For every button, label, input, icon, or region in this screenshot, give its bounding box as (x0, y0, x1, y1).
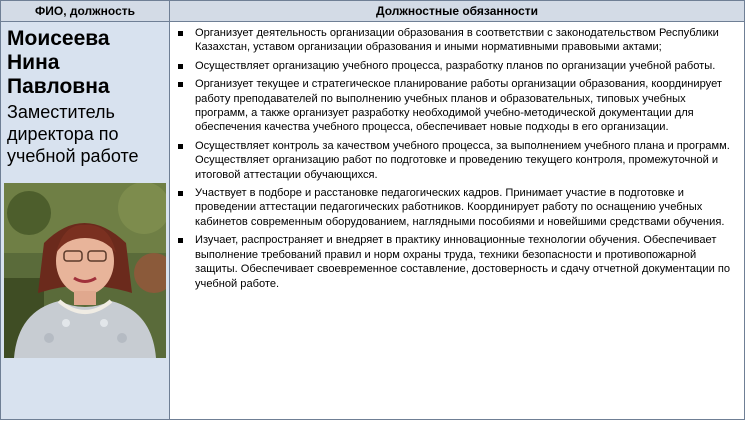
bullet-icon (178, 191, 183, 196)
bullet-icon (178, 238, 183, 243)
duty-text: Организует текущее и стратегическое планирование работы организации образования, координирует работу преподавателей по выполнению учебных планов и образовательных, типовых учебных программ, а также организует разработку необходимой учебно-методической документации для обеспечения качества учебного процесса, обеспечивает новые подходы в его организации. (195, 78, 722, 134)
person-photo (4, 183, 166, 358)
duty-item (178, 186, 738, 229)
header-fio: ФИО, должность (1, 1, 170, 22)
person-cell (1, 22, 170, 420)
content-row (1, 22, 745, 420)
header-duties: Должностные обязанности (170, 1, 745, 22)
duty-text: Осуществляет организацию учебного процесса, разработку планов по организации учебной работы. (195, 59, 716, 72)
duty-text: Организует деятельность организации образования в соответствии с законодательством Республики Казахстан, уставом организации образования и иными нормативными правовыми актами; (195, 27, 719, 54)
duty-item (178, 77, 738, 135)
duties-cell (170, 22, 745, 420)
duties-list (178, 26, 738, 291)
bullet-icon (178, 64, 183, 69)
duty-item (178, 26, 738, 55)
duty-text: Участвует в подборе и расстановке педагогических кадров. Принимает участие в подготовке и проведении аттестации педагогических работников. Координирует работу по оснащению учебных кабинетов современным оборудованием, наглядными пособиями и новейшими средствами обучения. (195, 187, 725, 228)
bullet-icon (178, 144, 183, 149)
duty-item (178, 59, 738, 73)
duty-text: Осуществляет контроль за качеством учебного процесса, за выполнением учебного плана и программ. Осуществляет организацию работ по подготовке и проведению текущего контроля, промежуточной и итоговой аттестации обучающихся. (195, 139, 730, 181)
duty-item (178, 233, 738, 291)
bullet-icon (178, 82, 183, 87)
header-row (1, 1, 745, 22)
person-name: Моисеева Нина Павловна (7, 27, 110, 98)
person-position: Заместитель директора по учебной работе (7, 102, 139, 166)
duty-text: Изучает, распространяет и внедряет в практику инновационные технологии обучения. Обеспечивает выполнение требований правил и норм охраны труда, техники безопасности и противопожарной защиты. Обеспечивает своевременное составление, достоверность и сдачу отчетной документации по учебной работе. (195, 234, 731, 290)
duty-item (178, 139, 738, 182)
bullet-icon (178, 31, 183, 36)
